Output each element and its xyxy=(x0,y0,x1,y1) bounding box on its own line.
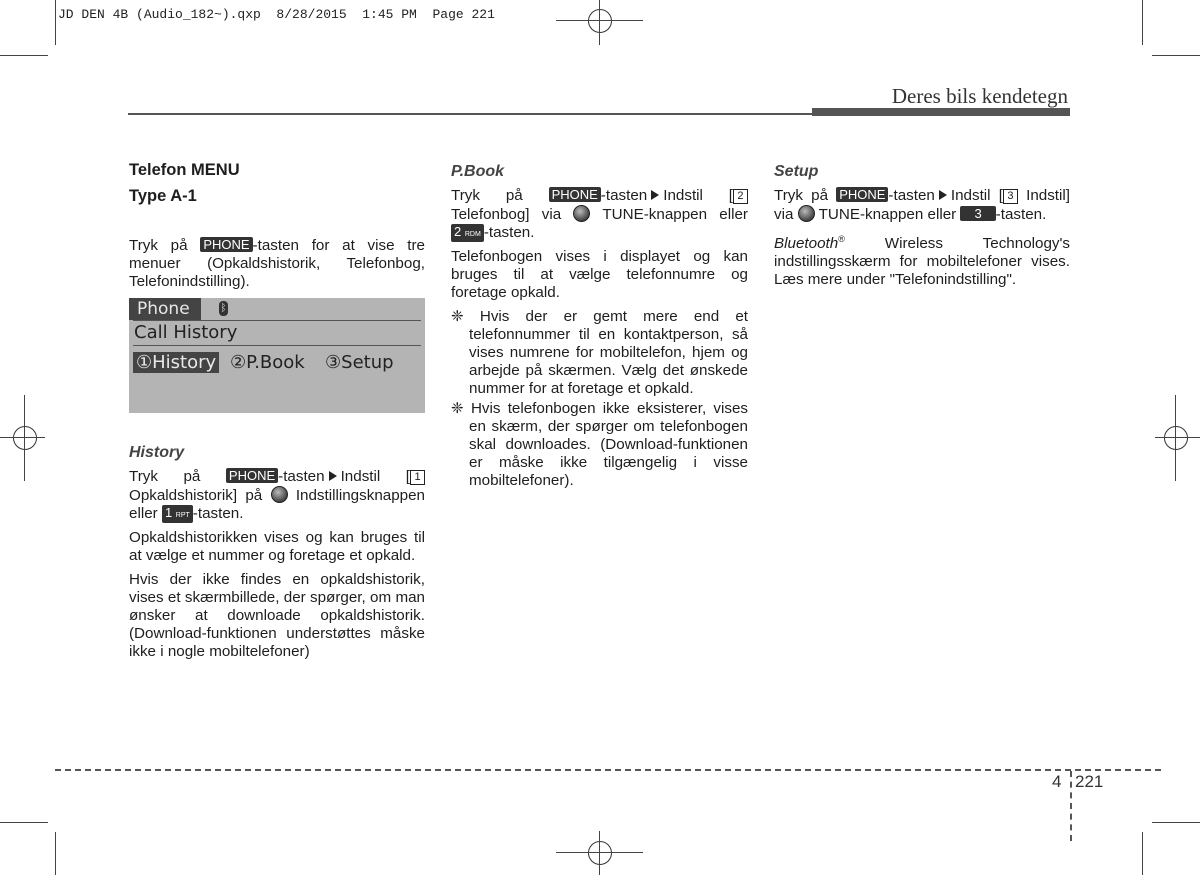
header-rule-thick xyxy=(812,108,1070,116)
history-instructions: Tryk på PHONE -tasten Indstil [ 1 Opkaldshistorik] på Indstillingsknappen eller 1 RPT -tasten. xyxy=(129,468,425,522)
display-menu-pbook: ②P.Book xyxy=(230,352,305,373)
tune-knob-icon xyxy=(573,205,590,222)
arrow-right-icon xyxy=(939,190,947,200)
crop-mark xyxy=(556,852,643,853)
pbook-instructions: Tryk på PHONE -tasten Indstil [ 2 Telefonbog] via TUNE-knappen eller 2 RDM -tasten. xyxy=(451,187,748,241)
heading-setup: Setup xyxy=(774,163,819,180)
number-3-icon: 3 xyxy=(1003,189,1018,204)
display-menu-setup: ③Setup xyxy=(325,352,394,373)
registration-mark-icon xyxy=(588,9,612,33)
registration-mark-icon xyxy=(13,426,37,450)
pbook-note-1: ❈ Hvis der er gemt mere end et telefonnummer til en kontaktperson, så vises numrene for mobiltelefon, hjem og arbejde på skærmen. Vælg det ønskede nummer for at foretage et opkald. xyxy=(451,308,748,397)
heading-pbook: P.Book xyxy=(451,163,505,180)
crop-mark xyxy=(1175,395,1176,481)
number-1-icon: 1 xyxy=(410,470,425,485)
heading-history: History xyxy=(129,444,185,461)
crop-mark xyxy=(599,831,600,875)
bluetooth-icon: ᛒ xyxy=(220,303,227,314)
display-divider xyxy=(133,320,421,321)
display-tab-phone: Phone xyxy=(129,298,201,320)
crop-mark xyxy=(599,0,600,45)
arrow-right-icon xyxy=(651,190,659,200)
header-rule xyxy=(128,113,812,115)
phone-key-icon: PHONE xyxy=(836,187,888,202)
tune-knob-icon xyxy=(271,486,288,503)
phone-key-icon: PHONE xyxy=(200,237,252,252)
column-2 xyxy=(451,163,748,496)
crop-mark xyxy=(0,437,45,438)
print-slug: JD DEN 4B (Audio_182~).qxp 8/28/2015 1:45 PM Page 221 xyxy=(58,7,495,22)
history-paragraph-2: Opkaldshistorikken vises og kan bruges til at vælge et nummer og foretage et opkald. xyxy=(129,529,425,564)
registration-mark-icon xyxy=(588,841,612,865)
crop-mark xyxy=(55,0,56,45)
registration-mark-icon xyxy=(1164,426,1188,450)
phone-key-icon: PHONE xyxy=(549,187,601,202)
crop-mark xyxy=(24,395,25,481)
tune-knob-icon xyxy=(798,205,815,222)
crop-mark xyxy=(1152,822,1200,823)
phone-key-icon: PHONE xyxy=(226,468,278,483)
pbook-paragraph-2: Telefonbogen vises i displayet og kan bruges til at vælge telefonnumre og foretage opkald. xyxy=(451,248,748,301)
intro-paragraph: Tryk på PHONE -tasten for at vise tre menuer (Opkaldshistorik, Telefonbog, Telefonindstilling). xyxy=(129,237,425,290)
page-number: 221 xyxy=(1075,772,1104,791)
section-title: Deres bils kendetegn xyxy=(891,84,1068,108)
column-3 xyxy=(774,163,1070,295)
key-3-icon: 3 xyxy=(960,206,995,221)
history-section xyxy=(129,444,425,667)
number-2-icon: 2 xyxy=(733,189,748,204)
rpt-key-icon: 1 RPT xyxy=(162,505,193,523)
pbook-note-2: ❈ Hvis telefonbogen ikke eksisterer, vises en skærm, der spørger om telefonbogen skal downloades. (Download-funktionen er måske ikke tilgængelig i visse mobiltelefoner). xyxy=(451,400,748,489)
footer-dashed-divider xyxy=(1070,771,1072,841)
crop-mark xyxy=(1142,832,1143,875)
history-paragraph-3: Hvis der ikke findes en opkaldshistorik, vises et skærmbillede, der spørger, om man ønsker at downloade opkaldshistorik. (Download-funktionen understøttes måske ikke i nogle mobiltelefoner) xyxy=(129,571,425,660)
heading-telefon-menu: Telefon MENU xyxy=(129,161,240,179)
rdm-key-icon: 2 RDM xyxy=(451,224,484,242)
setup-instructions: Tryk på PHONE -tasten Indstil [ 3 Indstil] via TUNE-knappen eller 3 -tasten. xyxy=(774,187,1070,223)
column-1 xyxy=(129,160,425,297)
display-divider xyxy=(133,345,421,346)
crop-mark xyxy=(1152,55,1200,56)
display-title: Call History xyxy=(134,322,238,343)
crop-mark xyxy=(1142,0,1143,45)
setup-paragraph-2: Bluetooth® Wireless Technology's indstillingsskærm for mobiltelefoner vises. Læs mere under "Telefonindstilling". xyxy=(774,234,1070,289)
crop-mark xyxy=(55,832,56,875)
phone-display-screen xyxy=(129,298,425,413)
arrow-right-icon xyxy=(329,471,337,481)
crop-mark xyxy=(556,20,643,21)
crop-mark xyxy=(1155,437,1200,438)
display-menu-history: ①History xyxy=(133,352,219,374)
footer-dashed-rule xyxy=(55,769,1161,771)
heading-type: Type A-1 xyxy=(129,187,197,205)
crop-mark xyxy=(0,55,48,56)
crop-mark xyxy=(0,822,48,823)
chapter-number: 4 xyxy=(1052,772,1062,791)
